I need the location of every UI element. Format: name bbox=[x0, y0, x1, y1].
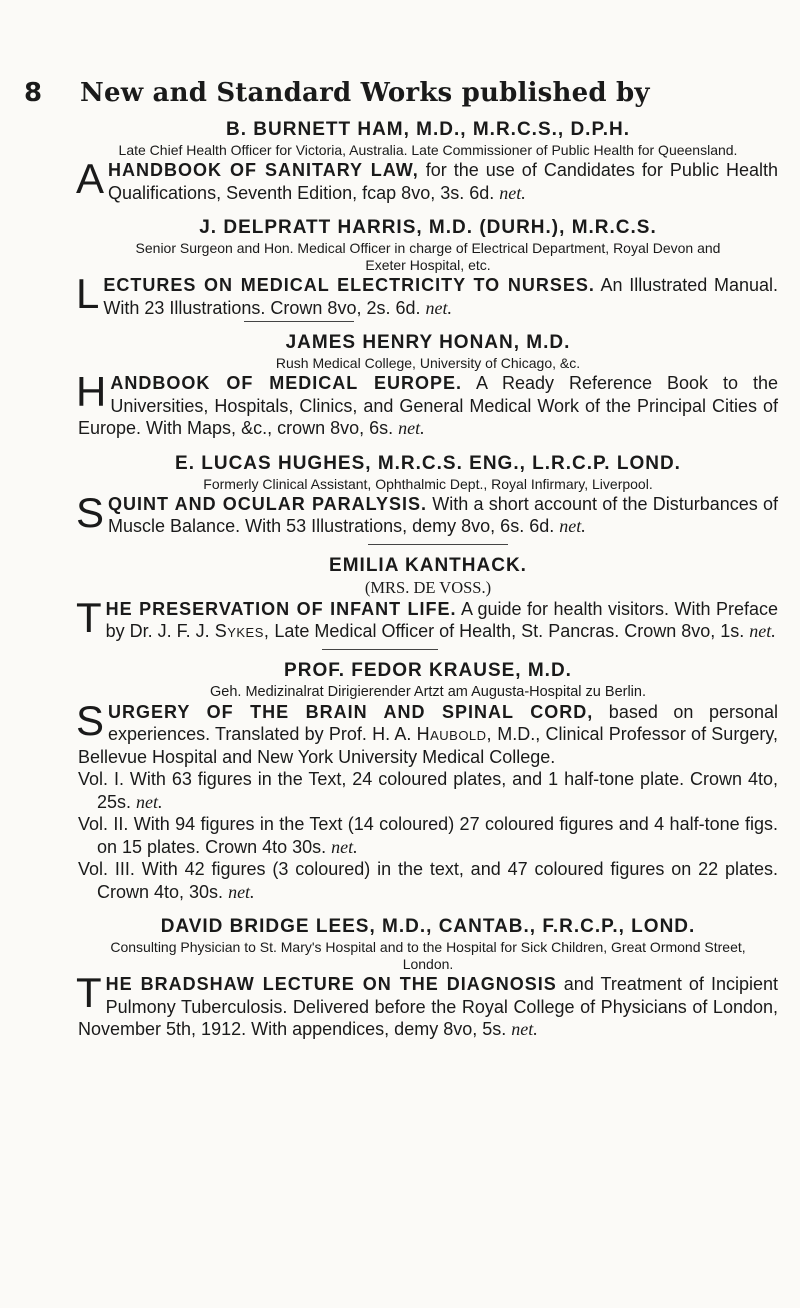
entry-kanthack bbox=[78, 554, 778, 643]
work-details-cont: M.D., Clinical Professor of Surgery, Bellevue Hospital and New York University Medical College. bbox=[78, 724, 778, 767]
work-title: ECTURES ON MEDICAL ELECTRICITY TO NURSES. bbox=[103, 275, 595, 295]
entry-lucas-hughes bbox=[78, 452, 778, 538]
author-affiliation: Rush Medical College, University of Chicago, &c. bbox=[275, 355, 581, 371]
net-price-label: net. bbox=[499, 182, 526, 203]
entry-delpratt-harris bbox=[78, 216, 778, 319]
author-affiliation: Geh. Medizinalrat Dirigierender Artzt am Augusta-Hospital zu Berlin. bbox=[210, 683, 646, 700]
work-details: A guide for health visitors. With Preface by Dr. J. F. J. bbox=[105, 598, 778, 641]
catalogue-column bbox=[78, 118, 778, 1041]
page-header bbox=[24, 78, 700, 114]
entry-honan bbox=[78, 331, 778, 440]
volume-details: Vol. II. With 94 figures in the Text (14 coloured) 27 coloured figures and 4 half-tone figs. on 15 plates. Crown 4to 30s. bbox=[78, 814, 778, 857]
volume-line bbox=[78, 768, 778, 813]
divider bbox=[368, 544, 508, 545]
running-head: New and Standard Works published by bbox=[80, 78, 650, 108]
divider bbox=[244, 321, 354, 322]
drop-cap: T bbox=[76, 969, 102, 1016]
divider-wrap bbox=[78, 319, 778, 331]
volume-details: Vol. I. With 63 figures in the Text, 24 coloured plates, and 1 half-tone plate. Crown 4to, 25s. bbox=[78, 769, 778, 812]
net-price-label: net. bbox=[228, 881, 255, 902]
divider-wrap bbox=[78, 538, 778, 554]
net-price-label: net. bbox=[136, 791, 163, 812]
work-title: HE PRESERVATION OF INFANT LIFE. bbox=[105, 598, 457, 619]
work-title: URGERY OF THE BRAIN AND SPINAL CORD, bbox=[108, 701, 594, 722]
entry-bridge-lees bbox=[78, 915, 778, 1041]
person-name: Haubold, bbox=[416, 724, 493, 744]
work-details: based on personal experiences. Translated by Prof. H. A. bbox=[108, 701, 778, 744]
person-name: Sykes, bbox=[214, 621, 270, 641]
work-title: HE BRADSHAW LECTURE ON THE DIAGNOSIS bbox=[105, 974, 557, 994]
entry-description bbox=[76, 696, 778, 904]
work-details: A Ready Reference Book to the Universities, Hospitals, Clinics, and General Medical Work of the Principal Cities of Europe. With Maps, &c., crown 8vo, 6s. bbox=[78, 373, 778, 438]
net-price-label: net. bbox=[331, 836, 358, 857]
net-price-label: net. bbox=[398, 418, 425, 438]
drop-cap: S bbox=[76, 488, 105, 536]
volume-line bbox=[78, 858, 778, 903]
author-affiliation: Formerly Clinical Assistant, Ophthalmic Dept., Royal Infirmary, Liverpool. bbox=[203, 475, 653, 492]
entry-krause bbox=[78, 659, 778, 904]
drop-cap: S bbox=[76, 696, 105, 744]
entry-description bbox=[76, 270, 779, 319]
entry-description bbox=[76, 368, 778, 440]
work-details: An Illustrated Manual. With 23 Illustrations. Crown 8vo, 2s. 6d. bbox=[103, 275, 779, 318]
drop-cap: A bbox=[76, 155, 105, 202]
work-title: QUINT AND OCULAR PARALYSIS. bbox=[108, 493, 428, 514]
entry-description bbox=[76, 155, 778, 204]
work-details: for the use of Candidates for Public Health Qualifications, Seventh Edition, fcap 8vo, 3s. 6d. bbox=[108, 160, 778, 203]
drop-cap: T bbox=[76, 593, 102, 641]
entry-description bbox=[76, 593, 778, 643]
net-price-label: net. bbox=[559, 516, 586, 536]
author-name: B. BURNETT HAM, M.D., M.R.C.S., D.P.H. bbox=[226, 119, 630, 140]
work-title: ANDBOOK OF MEDICAL EUROPE. bbox=[110, 373, 462, 393]
author-name: J. DELPRATT HARRIS, M.D. (DURH.), M.R.C.S. bbox=[199, 217, 657, 238]
volume-line bbox=[78, 813, 778, 858]
author-affiliation: Consulting Physician to St. Mary's Hospital and to the Hospital for Sick Children, Great Ormond Street, London. bbox=[110, 939, 746, 972]
net-price-label: net. bbox=[511, 1019, 538, 1039]
work-title: HANDBOOK OF SANITARY LAW, bbox=[108, 160, 419, 180]
author-alias: (MRS. DE VOSS.) bbox=[364, 577, 492, 597]
divider-wrap bbox=[78, 643, 778, 659]
author-name: EMILIA KANTHACK. bbox=[329, 554, 527, 576]
net-price-label: net. bbox=[749, 621, 776, 641]
author-name: JAMES HENRY HONAN, M.D. bbox=[285, 332, 571, 353]
divider bbox=[322, 649, 438, 650]
author-affiliation: Senior Surgeon and Hon. Medical Officer in charge of Electrical Department, Royal Devon and Exeter Hospital, etc. bbox=[135, 240, 721, 273]
author-name: PROF. FEDOR KRAUSE, M.D. bbox=[284, 659, 572, 681]
author-affiliation: Late Chief Health Officer for Victoria, Australia. Late Commissioner of Public Health for Queensland. bbox=[118, 142, 738, 158]
author-name: E. LUCAS HUGHES, M.R.C.S. ENG., L.R.C.P. LOND. bbox=[175, 452, 681, 474]
net-price-label: net. bbox=[425, 297, 452, 318]
volume-details: Vol. III. With 42 figures (3 coloured) in the text, and 47 coloured figures on 22 plates. Crown 4to, 30s. bbox=[78, 859, 778, 902]
drop-cap: H bbox=[76, 368, 107, 415]
drop-cap: L bbox=[76, 270, 100, 317]
page-number: 8 bbox=[24, 78, 43, 108]
author-name: DAVID BRIDGE LEES, M.D., CANTAB., F.R.C.P., LOND. bbox=[160, 916, 696, 937]
work-details-cont: Late Medical Officer of Health, St. Pancras. Crown 8vo, 1s. bbox=[269, 621, 750, 641]
entry-description bbox=[76, 488, 779, 538]
entry-description bbox=[76, 969, 778, 1041]
work-details: and Treatment of Incipient Pulmony Tuberculosis. Delivered before the Royal College of Physicians of London, November 5th, 1912. With appendices, demy 8vo, 5s. bbox=[78, 974, 778, 1039]
work-details: With a short account of the Disturbances of Muscle Balance. With 53 Illustrations, demy 8vo, 6s. 6d. bbox=[108, 493, 779, 536]
entry-burnett-ham bbox=[78, 118, 778, 204]
